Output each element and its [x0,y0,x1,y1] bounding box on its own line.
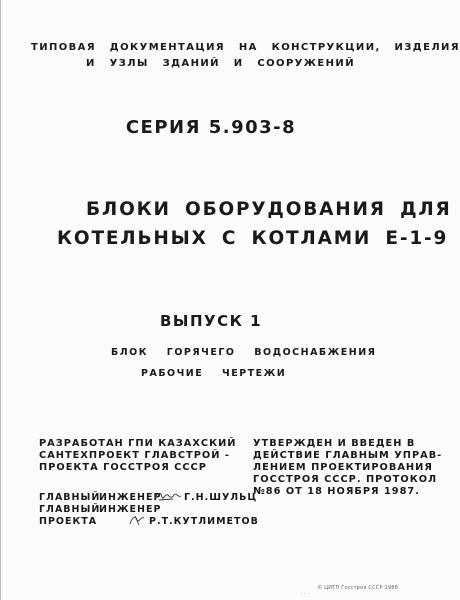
approval-line-3: ЛЕНИЕМ ПРОЕКТИРОВАНИЯ [253,462,433,473]
developer-line-1: РАЗРАБОТАН ГПИ КАЗАХСКИЙ [39,438,237,449]
main-title-line-1: БЛОКИ ОБОРУДОВАНИЯ ДЛЯ [86,199,452,220]
approval-line-4: ГОССТРОЯ СССР. ПРОТОКОЛ [253,474,438,485]
series-title: СЕРИЯ 5.903-8 [125,117,297,138]
header-line-2: И УЗЛЫ ЗДАНИЙ И СООРУЖЕНИЙ [86,58,355,69]
sig-row2-role-a: ГЛАВНЫЙ [39,504,101,515]
signature-shults-icon [153,489,183,503]
main-title-line-2: КОТЕЛЬНЫХ С КОТЛАМИ Е-1-9 [57,228,449,249]
sig-row1-role-b: ИНЖЕНЕР [99,492,162,503]
approval-line-2: ДЕЙСТВИЕ ГЛАВНЫМ УПРАВ- [253,450,443,461]
issue-title: ВЫПУСК 1 [159,312,263,330]
signature-kutlimetov-icon [127,513,147,527]
sig-row3-role-a: ПРОЕКТА [39,516,98,527]
scan-artifact: · · · [301,591,309,597]
sig-row3-name: Р.Т.КУТЛИМЕТОВ [149,516,259,527]
approval-line-1: УТВЕРЖДЕН И ВВЕДЕН В [253,438,416,449]
sig-row1-name: Г.Н.ШУЛЬЦ [184,492,258,503]
approval-line-5: №86 ОТ 18 НОЯБРЯ 1987. [253,486,420,497]
developer-line-3: ПРОЕКТА ГОССТРОЯ СССР [39,462,207,473]
sig-row2-role-b: ИНЖЕНЕР [99,504,162,515]
header-line-1: ТИПОВАЯ ДОКУМЕНТАЦИЯ НА КОНСТРУКЦИИ, ИЗДЕЛИЯ [31,42,460,53]
subtitle-line-1: БЛОК ГОРЯЧЕГО ВОДОСНАБЖЕНИЯ [111,347,377,358]
developer-line-2: САНТЕХПРОЕКТ ГЛАВСТРОЙ - [39,450,230,461]
subtitle-line-2: РАБОЧИЕ ЧЕРТЕЖИ [141,368,287,379]
sig-row1-role-a: ГЛАВНЫЙ [39,492,101,503]
copyright-stamp: © ЦИТП Госстроя СССР 1988 [317,585,398,591]
